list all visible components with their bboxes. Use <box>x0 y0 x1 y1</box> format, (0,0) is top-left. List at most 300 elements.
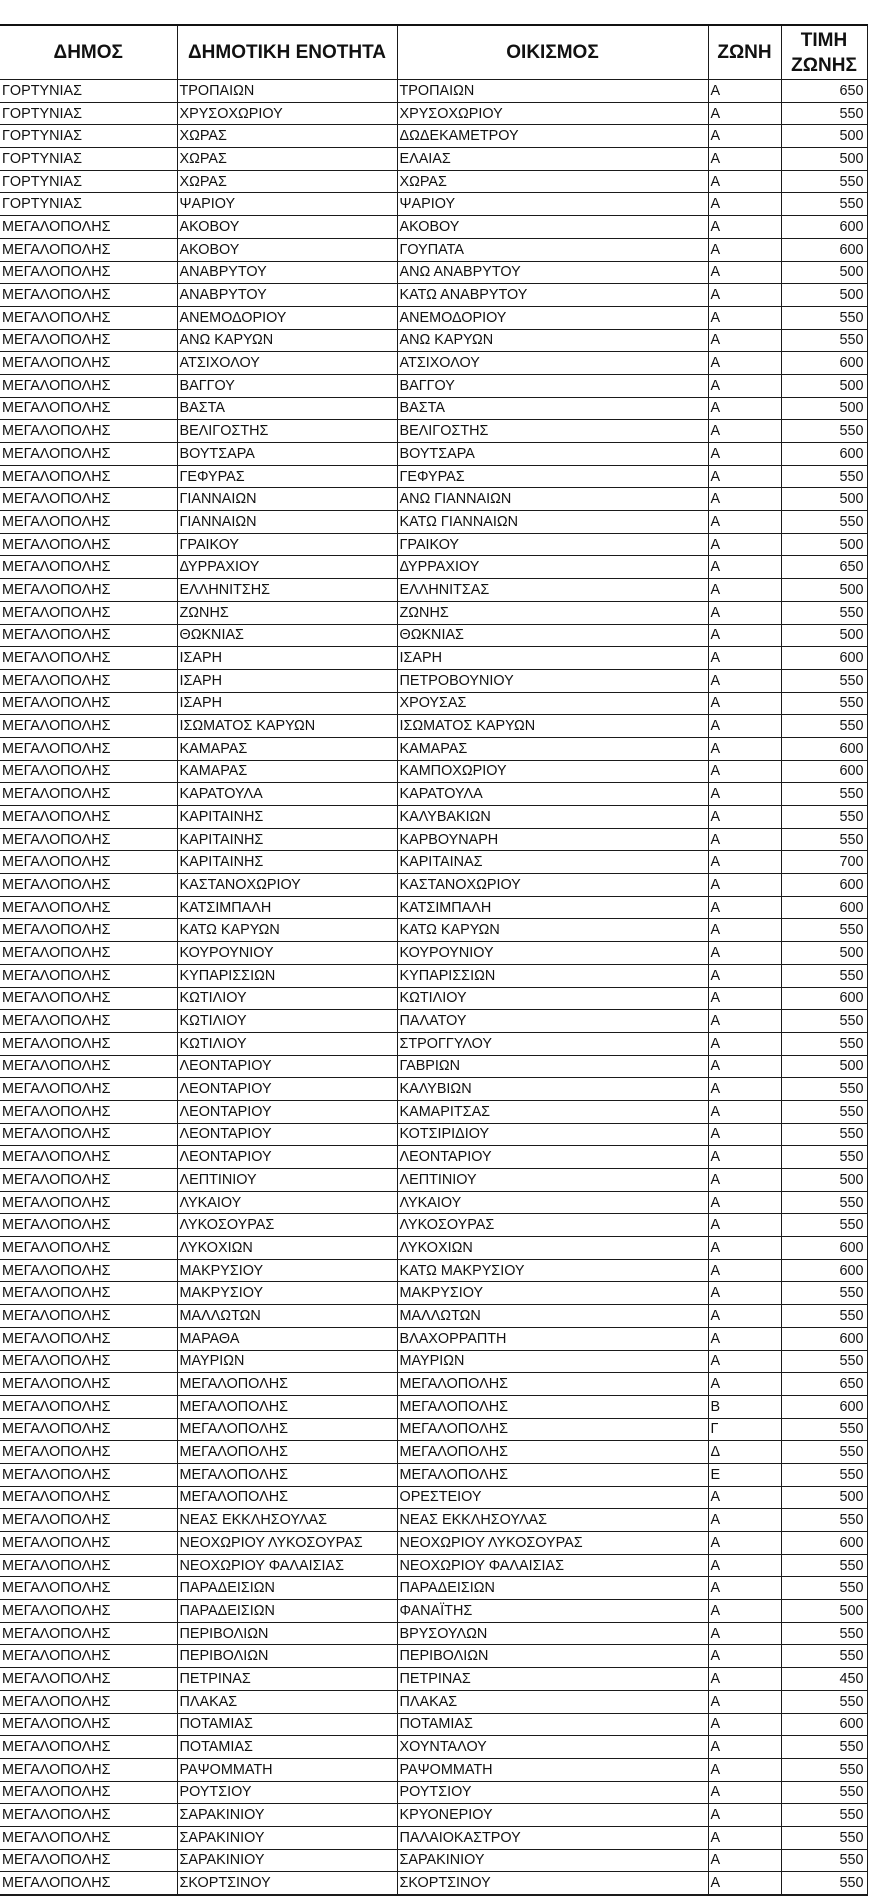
cell-municipal-unit: ΜΕΓΑΛΟΠΟΛΗΣ <box>177 1441 397 1464</box>
cell-zone: Α <box>708 874 781 897</box>
cell-settlement: ΙΣΩΜΑΤΟΣ ΚΑΡΥΩΝ <box>397 715 708 738</box>
cell-settlement: ΝΕΑΣ ΕΚΚΛΗΣΟΥΛΑΣ <box>397 1509 708 1532</box>
cell-municipal-unit: ΒΑΣΤΑ <box>177 397 397 420</box>
cell-municipality: ΜΕΓΑΛΟΠΟΛΗΣ <box>0 397 177 420</box>
cell-zone-price: 550 <box>781 1872 867 1895</box>
cell-settlement: ΔΥΡΡΑΧΙΟΥ <box>397 556 708 579</box>
cell-settlement: ΜΕΓΑΛΟΠΟΛΗΣ <box>397 1373 708 1396</box>
cell-zone-price: 550 <box>781 1781 867 1804</box>
table-row <box>0 601 867 624</box>
cell-municipality: ΜΕΓΑΛΟΠΟΛΗΣ <box>0 987 177 1010</box>
cell-settlement: ΧΩΡΑΣ <box>397 170 708 193</box>
cell-settlement: ΧΡΟΥΣΑΣ <box>397 692 708 715</box>
cell-municipal-unit: ΑΝΩ ΚΑΡΥΩΝ <box>177 329 397 352</box>
cell-zone-price: 550 <box>781 1100 867 1123</box>
cell-municipality: ΜΕΓΑΛΟΠΟΛΗΣ <box>0 465 177 488</box>
cell-settlement: ΠΛΑΚΑΣ <box>397 1690 708 1713</box>
cell-municipal-unit: ΚΑΜΑΡΑΣ <box>177 760 397 783</box>
cell-zone-price: 550 <box>781 102 867 125</box>
cell-zone: Α <box>708 1259 781 1282</box>
cell-zone: Α <box>708 352 781 375</box>
cell-municipality: ΜΕΓΑΛΟΠΟΛΗΣ <box>0 1373 177 1396</box>
cell-settlement: ΚΑΡΑΤΟΥΛΑ <box>397 783 708 806</box>
table-row <box>0 397 867 420</box>
cell-municipal-unit: ΜΑΚΡΥΣΙΟΥ <box>177 1282 397 1305</box>
cell-settlement: ΚΑΛΥΒΑΚΙΩΝ <box>397 806 708 829</box>
cell-zone-price: 550 <box>781 1826 867 1849</box>
cell-municipality: ΜΕΓΑΛΟΠΟΛΗΣ <box>0 556 177 579</box>
table-row <box>0 1826 867 1849</box>
table-row <box>0 1305 867 1328</box>
cell-municipal-unit: ΣΚΟΡΤΣΙΝΟΥ <box>177 1872 397 1895</box>
cell-settlement: ΚΑΣΤΑΝΟΧΩΡΙΟΥ <box>397 874 708 897</box>
cell-zone: Α <box>708 1282 781 1305</box>
cell-municipal-unit: ΜΕΓΑΛΟΠΟΛΗΣ <box>177 1373 397 1396</box>
cell-municipal-unit: ΚΑΣΤΑΝΟΧΩΡΙΟΥ <box>177 874 397 897</box>
cell-zone-price: 600 <box>781 1237 867 1260</box>
cell-municipality: ΜΕΓΑΛΟΠΟΛΗΣ <box>0 352 177 375</box>
cell-zone: Α <box>708 1849 781 1872</box>
cell-zone: Α <box>708 1645 781 1668</box>
cell-municipality: ΜΕΓΑΛΟΠΟΛΗΣ <box>0 511 177 534</box>
cell-settlement: ΤΡΟΠΑΙΩΝ <box>397 80 708 103</box>
cell-zone: Α <box>708 1055 781 1078</box>
table-row <box>0 987 867 1010</box>
table-row <box>0 556 867 579</box>
cell-settlement: ΜΑΛΛΩΤΩΝ <box>397 1305 708 1328</box>
cell-zone-price: 500 <box>781 1486 867 1509</box>
cell-zone: Α <box>708 397 781 420</box>
cell-zone-price: 550 <box>781 193 867 216</box>
table-row <box>0 624 867 647</box>
cell-zone: Α <box>708 533 781 556</box>
table-row <box>0 1123 867 1146</box>
cell-zone-price: 550 <box>781 919 867 942</box>
cell-zone-price: 550 <box>781 1736 867 1759</box>
cell-municipality: ΜΕΓΑΛΟΠΟΛΗΣ <box>0 964 177 987</box>
cell-zone-price: 600 <box>781 1327 867 1350</box>
cell-zone-price: 500 <box>781 148 867 171</box>
cell-zone: Α <box>708 1214 781 1237</box>
cell-settlement: ΧΟΥΝΤΑΛΟΥ <box>397 1736 708 1759</box>
table-row <box>0 1554 867 1577</box>
cell-municipal-unit: ΚΟΥΡΟΥΝΙΟΥ <box>177 942 397 965</box>
cell-zone: Α <box>708 193 781 216</box>
cell-zone-price: 550 <box>781 306 867 329</box>
cell-zone: Α <box>708 647 781 670</box>
table-row <box>0 1146 867 1169</box>
cell-zone: Α <box>708 1713 781 1736</box>
cell-municipality: ΜΕΓΑΛΟΠΟΛΗΣ <box>0 874 177 897</box>
cell-zone-price: 550 <box>781 1214 867 1237</box>
cell-settlement: ΚΑΤΣΙΜΠΑΛΗ <box>397 896 708 919</box>
cell-zone: Α <box>708 1532 781 1555</box>
table-row <box>0 1622 867 1645</box>
cell-municipal-unit: ΓΙΑΝΝΑΙΩΝ <box>177 511 397 534</box>
cell-zone-price: 550 <box>781 1645 867 1668</box>
table-row <box>0 102 867 125</box>
table-row <box>0 420 867 443</box>
cell-municipal-unit: ΣΑΡΑΚΙΝΙΟΥ <box>177 1849 397 1872</box>
cell-settlement: ΚΑΤΩ ΚΑΡΥΩΝ <box>397 919 708 942</box>
cell-zone-price: 550 <box>781 511 867 534</box>
cell-zone: Α <box>708 1373 781 1396</box>
cell-zone: Α <box>708 1305 781 1328</box>
cell-municipal-unit: ΧΡΥΣΟΧΩΡΙΟΥ <box>177 102 397 125</box>
cell-municipal-unit: ΤΡΟΠΑΙΩΝ <box>177 80 397 103</box>
cell-zone: Α <box>708 579 781 602</box>
table-row <box>0 1736 867 1759</box>
cell-zone: Α <box>708 488 781 511</box>
header-municipality: ΔΗΜΟΣ <box>0 25 177 80</box>
cell-settlement: ΝΕΟΧΩΡΙΟΥ ΦΑΛΑΙΣΙΑΣ <box>397 1554 708 1577</box>
cell-zone-price: 550 <box>781 1010 867 1033</box>
cell-municipal-unit: ΛΕΠΤΙΝΙΟΥ <box>177 1169 397 1192</box>
cell-municipal-unit: ΚΑΤΩ ΚΑΡΥΩΝ <box>177 919 397 942</box>
cell-zone-price: 550 <box>781 465 867 488</box>
cell-zone-price: 600 <box>781 1395 867 1418</box>
cell-zone-price: 550 <box>781 1350 867 1373</box>
cell-municipal-unit: ΚΩΤΙΛΙΟΥ <box>177 1032 397 1055</box>
cell-zone: Α <box>708 511 781 534</box>
cell-settlement: ΣΚΟΡΤΣΙΝΟΥ <box>397 1872 708 1895</box>
cell-municipality: ΜΕΓΑΛΟΠΟΛΗΣ <box>0 1123 177 1146</box>
cell-zone: Ε <box>708 1463 781 1486</box>
cell-settlement: ΓΡΑΙΚΟΥ <box>397 533 708 556</box>
cell-municipality: ΜΕΓΑΛΟΠΟΛΗΣ <box>0 1736 177 1759</box>
cell-zone: Α <box>708 80 781 103</box>
table-row <box>0 1577 867 1600</box>
cell-municipality: ΜΕΓΑΛΟΠΟΛΗΣ <box>0 1395 177 1418</box>
cell-municipality: ΜΕΓΑΛΟΠΟΛΗΣ <box>0 329 177 352</box>
cell-municipal-unit: ΜΕΓΑΛΟΠΟΛΗΣ <box>177 1486 397 1509</box>
table-row <box>0 1259 867 1282</box>
cell-settlement: ΛΕΠΤΙΝΙΟΥ <box>397 1169 708 1192</box>
cell-settlement: ΖΩΝΗΣ <box>397 601 708 624</box>
zone-price-table <box>0 24 868 1896</box>
cell-settlement: ΜΑΚΡΥΣΙΟΥ <box>397 1282 708 1305</box>
cell-municipality: ΜΕΓΑΛΟΠΟΛΗΣ <box>0 1010 177 1033</box>
table-row <box>0 125 867 148</box>
cell-settlement: ΑΤΣΙΧΟΛΟΥ <box>397 352 708 375</box>
cell-zone-price: 600 <box>781 1532 867 1555</box>
cell-zone: Α <box>708 148 781 171</box>
table-row <box>0 1418 867 1441</box>
table-row <box>0 1327 867 1350</box>
cell-settlement: ΒΡΥΣΟΥΛΩΝ <box>397 1622 708 1645</box>
table-row <box>0 715 867 738</box>
table-row <box>0 238 867 261</box>
cell-zone-price: 550 <box>781 1577 867 1600</box>
cell-municipal-unit: ΖΩΝΗΣ <box>177 601 397 624</box>
cell-zone-price: 650 <box>781 556 867 579</box>
cell-municipality: ΜΕΓΑΛΟΠΟΛΗΣ <box>0 1713 177 1736</box>
cell-zone-price: 550 <box>781 1804 867 1827</box>
cell-municipality: ΜΕΓΑΛΟΠΟΛΗΣ <box>0 443 177 466</box>
table-row <box>0 1532 867 1555</box>
cell-municipal-unit: ΡΟΥΤΣΙΟΥ <box>177 1781 397 1804</box>
cell-zone-price: 550 <box>781 1418 867 1441</box>
cell-zone: Α <box>708 1237 781 1260</box>
table-row <box>0 737 867 760</box>
cell-municipal-unit: ΚΑΡΙΤΑΙΝΗΣ <box>177 806 397 829</box>
cell-zone: Α <box>708 692 781 715</box>
cell-municipality: ΜΕΓΑΛΟΠΟΛΗΣ <box>0 1463 177 1486</box>
cell-municipality: ΜΕΓΑΛΟΠΟΛΗΣ <box>0 851 177 874</box>
cell-zone: Α <box>708 1758 781 1781</box>
cell-zone: Α <box>708 1872 781 1895</box>
cell-municipal-unit: ΠΕΡΙΒΟΛΙΩΝ <box>177 1645 397 1668</box>
cell-zone-price: 500 <box>781 1055 867 1078</box>
cell-municipal-unit: ΝΕΑΣ ΕΚΚΛΗΣΟΥΛΑΣ <box>177 1509 397 1532</box>
cell-zone-price: 550 <box>781 601 867 624</box>
cell-zone-price: 650 <box>781 80 867 103</box>
cell-settlement: ΒΕΛΙΓΟΣΤΗΣ <box>397 420 708 443</box>
table-row <box>0 1055 867 1078</box>
cell-municipality: ΜΕΓΑΛΟΠΟΛΗΣ <box>0 1645 177 1668</box>
table-row <box>0 1645 867 1668</box>
cell-municipality: ΜΕΓΑΛΟΠΟΛΗΣ <box>0 1758 177 1781</box>
table-row <box>0 1373 867 1396</box>
cell-zone-price: 550 <box>781 1554 867 1577</box>
cell-settlement: ΒΟΥΤΣΑΡΑ <box>397 443 708 466</box>
table-row <box>0 533 867 556</box>
cell-zone-price: 550 <box>781 1078 867 1101</box>
cell-municipality: ΜΕΓΑΛΟΠΟΛΗΣ <box>0 737 177 760</box>
cell-municipality: ΜΕΓΑΛΟΠΟΛΗΣ <box>0 1441 177 1464</box>
cell-settlement: ΚΑΤΩ ΓΙΑΝΝΑΙΩΝ <box>397 511 708 534</box>
cell-municipal-unit: ΔΥΡΡΑΧΙΟΥ <box>177 556 397 579</box>
cell-municipality: ΜΕΓΑΛΟΠΟΛΗΣ <box>0 306 177 329</box>
cell-zone-price: 600 <box>781 443 867 466</box>
cell-zone-price: 600 <box>781 760 867 783</box>
cell-settlement: ΝΕΟΧΩΡΙΟΥ ΛΥΚΟΣΟΥΡΑΣ <box>397 1532 708 1555</box>
cell-zone-price: 550 <box>781 1690 867 1713</box>
cell-zone-price: 500 <box>781 1600 867 1623</box>
cell-municipal-unit: ΝΕΟΧΩΡΙΟΥ ΛΥΚΟΣΟΥΡΑΣ <box>177 1532 397 1555</box>
table-row <box>0 1191 867 1214</box>
cell-zone: Α <box>708 1668 781 1691</box>
cell-zone-price: 500 <box>781 261 867 284</box>
cell-settlement: ΠΑΡΑΔΕΙΣΙΩΝ <box>397 1577 708 1600</box>
cell-zone-price: 550 <box>781 420 867 443</box>
cell-zone: Α <box>708 329 781 352</box>
cell-zone-price: 550 <box>781 715 867 738</box>
cell-zone: Α <box>708 1100 781 1123</box>
cell-municipal-unit: ΧΩΡΑΣ <box>177 125 397 148</box>
cell-settlement: ΑΝΩ ΓΙΑΝΝΑΙΩΝ <box>397 488 708 511</box>
cell-municipal-unit: ΚΩΤΙΛΙΟΥ <box>177 987 397 1010</box>
cell-zone-price: 600 <box>781 352 867 375</box>
cell-settlement: ΓΑΒΡΙΩΝ <box>397 1055 708 1078</box>
table-header-row <box>0 25 867 80</box>
table-row <box>0 1169 867 1192</box>
cell-settlement: ΨΑΡΙΟΥ <box>397 193 708 216</box>
cell-municipality: ΜΕΓΑΛΟΠΟΛΗΣ <box>0 579 177 602</box>
cell-municipal-unit: ΠΟΤΑΜΙΑΣ <box>177 1736 397 1759</box>
cell-zone: Α <box>708 1146 781 1169</box>
cell-zone-price: 550 <box>781 1758 867 1781</box>
cell-settlement: ΙΣΑΡΗ <box>397 647 708 670</box>
cell-zone: Α <box>708 443 781 466</box>
cell-zone: Α <box>708 170 781 193</box>
cell-zone-price: 550 <box>781 1509 867 1532</box>
cell-municipality: ΜΕΓΑΛΟΠΟΛΗΣ <box>0 533 177 556</box>
cell-settlement: ΚΑΡΙΤΑΙΝΑΣ <box>397 851 708 874</box>
cell-municipal-unit: ΙΣΑΡΗ <box>177 692 397 715</box>
cell-municipality: ΜΕΓΑΛΟΠΟΛΗΣ <box>0 1237 177 1260</box>
cell-municipal-unit: ΛΕΟΝΤΑΡΙΟΥ <box>177 1100 397 1123</box>
cell-municipal-unit: ΠΕΡΙΒΟΛΙΩΝ <box>177 1622 397 1645</box>
table-row <box>0 352 867 375</box>
cell-settlement: ΡΑΨΟΜΜΑΤΗ <box>397 1758 708 1781</box>
table-row <box>0 1282 867 1305</box>
cell-settlement: ΔΩΔΕΚΑΜΕΤΡΟΥ <box>397 125 708 148</box>
cell-zone: Α <box>708 1327 781 1350</box>
cell-settlement: ΚΑΛΥΒΙΩΝ <box>397 1078 708 1101</box>
table-row <box>0 306 867 329</box>
cell-zone: Α <box>708 737 781 760</box>
cell-zone: Α <box>708 1032 781 1055</box>
table-row <box>0 1849 867 1872</box>
cell-municipal-unit: ΠΑΡΑΔΕΙΣΙΩΝ <box>177 1577 397 1600</box>
cell-zone-price: 600 <box>781 216 867 239</box>
cell-municipality: ΜΕΓΑΛΟΠΟΛΗΣ <box>0 1622 177 1645</box>
cell-zone: Α <box>708 760 781 783</box>
cell-zone: Α <box>708 1123 781 1146</box>
table-row <box>0 828 867 851</box>
cell-zone-price: 600 <box>781 1259 867 1282</box>
cell-settlement: ΠΕΡΙΒΟΛΙΩΝ <box>397 1645 708 1668</box>
cell-zone-price: 550 <box>781 1463 867 1486</box>
cell-municipal-unit: ΑΚΟΒΟΥ <box>177 216 397 239</box>
cell-municipal-unit: ΜΑΛΛΩΤΩΝ <box>177 1305 397 1328</box>
cell-municipal-unit: ΘΩΚΝΙΑΣ <box>177 624 397 647</box>
table-row <box>0 1872 867 1895</box>
table-row <box>0 760 867 783</box>
cell-municipality: ΜΕΓΑΛΟΠΟΛΗΣ <box>0 1078 177 1101</box>
cell-municipality: ΜΕΓΑΛΟΠΟΛΗΣ <box>0 806 177 829</box>
cell-municipality: ΜΕΓΑΛΟΠΟΛΗΣ <box>0 1259 177 1282</box>
cell-municipal-unit: ΑΝΑΒΡΥΤΟΥ <box>177 261 397 284</box>
cell-settlement: ΠΟΤΑΜΙΑΣ <box>397 1713 708 1736</box>
cell-municipal-unit: ΚΑΡΙΤΑΙΝΗΣ <box>177 851 397 874</box>
cell-zone-price: 500 <box>781 374 867 397</box>
table-row <box>0 783 867 806</box>
cell-zone: Α <box>708 783 781 806</box>
cell-municipal-unit: ΠΟΤΑΜΙΑΣ <box>177 1713 397 1736</box>
cell-municipality: ΓΟΡΤΥΝΙΑΣ <box>0 170 177 193</box>
cell-municipality: ΜΕΓΑΛΟΠΟΛΗΣ <box>0 1327 177 1350</box>
cell-municipal-unit: ΛΕΟΝΤΑΡΙΟΥ <box>177 1078 397 1101</box>
table-row <box>0 647 867 670</box>
cell-municipal-unit: ΛΥΚΟΧΙΩΝ <box>177 1237 397 1260</box>
table-row <box>0 874 867 897</box>
cell-zone: Α <box>708 306 781 329</box>
cell-zone-price: 550 <box>781 783 867 806</box>
table-row <box>0 1668 867 1691</box>
cell-municipality: ΜΕΓΑΛΟΠΟΛΗΣ <box>0 1214 177 1237</box>
cell-municipal-unit: ΣΑΡΑΚΙΝΙΟΥ <box>177 1804 397 1827</box>
cell-settlement: ΣΤΡΟΓΓΥΛΟΥ <box>397 1032 708 1055</box>
table-row <box>0 216 867 239</box>
cell-municipality: ΜΕΓΑΛΟΠΟΛΗΣ <box>0 1668 177 1691</box>
cell-municipality: ΜΕΓΑΛΟΠΟΛΗΣ <box>0 715 177 738</box>
cell-zone: Β <box>708 1395 781 1418</box>
table-row <box>0 1509 867 1532</box>
cell-settlement: ΛΥΚΑΙΟΥ <box>397 1191 708 1214</box>
cell-municipality: ΜΕΓΑΛΟΠΟΛΗΣ <box>0 760 177 783</box>
cell-settlement: ΕΛΑΙΑΣ <box>397 148 708 171</box>
cell-zone: Α <box>708 284 781 307</box>
cell-municipality: ΜΕΓΑΛΟΠΟΛΗΣ <box>0 1418 177 1441</box>
cell-zone-price: 500 <box>781 942 867 965</box>
cell-municipality: ΜΕΓΑΛΟΠΟΛΗΣ <box>0 1826 177 1849</box>
cell-municipality: ΜΕΓΑΛΟΠΟΛΗΣ <box>0 1055 177 1078</box>
cell-zone-price: 550 <box>781 828 867 851</box>
table-row <box>0 964 867 987</box>
cell-settlement: ΕΛΛΗΝΙΤΣΑΣ <box>397 579 708 602</box>
cell-municipality: ΜΕΓΑΛΟΠΟΛΗΣ <box>0 1600 177 1623</box>
cell-municipal-unit: ΜΑΚΡΥΣΙΟΥ <box>177 1259 397 1282</box>
cell-municipal-unit: ΓΕΦΥΡΑΣ <box>177 465 397 488</box>
cell-zone-price: 550 <box>781 964 867 987</box>
cell-municipality: ΜΕΓΑΛΟΠΟΛΗΣ <box>0 420 177 443</box>
cell-municipality: ΜΕΓΑΛΟΠΟΛΗΣ <box>0 669 177 692</box>
cell-settlement: ΜΕΓΑΛΟΠΟΛΗΣ <box>397 1418 708 1441</box>
cell-municipal-unit: ΚΩΤΙΛΙΟΥ <box>177 1010 397 1033</box>
cell-municipality: ΜΕΓΑΛΟΠΟΛΗΣ <box>0 1577 177 1600</box>
cell-municipality: ΜΕΓΑΛΟΠΟΛΗΣ <box>0 1509 177 1532</box>
cell-municipality: ΜΕΓΑΛΟΠΟΛΗΣ <box>0 1532 177 1555</box>
cell-settlement: ΜΑΥΡΙΩΝ <box>397 1350 708 1373</box>
cell-zone: Α <box>708 1010 781 1033</box>
cell-zone-price: 550 <box>781 1622 867 1645</box>
table-row <box>0 170 867 193</box>
cell-municipal-unit: ΡΑΨΟΜΜΑΤΗ <box>177 1758 397 1781</box>
table-row <box>0 1100 867 1123</box>
cell-municipality: ΜΕΓΑΛΟΠΟΛΗΣ <box>0 374 177 397</box>
cell-municipality: ΓΟΡΤΥΝΙΑΣ <box>0 102 177 125</box>
cell-zone: Γ <box>708 1418 781 1441</box>
cell-zone-price: 550 <box>781 1123 867 1146</box>
table-row <box>0 374 867 397</box>
cell-settlement: ΑΝΕΜΟΔΟΡΙΟΥ <box>397 306 708 329</box>
cell-settlement: ΠΑΛΑΤΟΥ <box>397 1010 708 1033</box>
header-zone: ΖΩΝΗ <box>708 25 781 80</box>
cell-settlement: ΑΝΩ ΑΝΑΒΡΥΤΟΥ <box>397 261 708 284</box>
cell-zone: Α <box>708 1078 781 1101</box>
cell-settlement: ΒΑΓΓΟΥ <box>397 374 708 397</box>
cell-municipality: ΜΕΓΑΛΟΠΟΛΗΣ <box>0 1554 177 1577</box>
cell-municipal-unit: ΛΕΟΝΤΑΡΙΟΥ <box>177 1055 397 1078</box>
cell-zone-price: 500 <box>781 533 867 556</box>
table-row <box>0 1804 867 1827</box>
table-row <box>0 193 867 216</box>
cell-municipal-unit: ΜΕΓΑΛΟΠΟΛΗΣ <box>177 1395 397 1418</box>
cell-zone-price: 550 <box>781 1441 867 1464</box>
cell-municipal-unit: ΒΕΛΙΓΟΣΤΗΣ <box>177 420 397 443</box>
cell-zone: Α <box>708 669 781 692</box>
table-row <box>0 1010 867 1033</box>
cell-settlement: ΛΥΚΟΧΙΩΝ <box>397 1237 708 1260</box>
cell-municipality: ΜΕΓΑΛΟΠΟΛΗΣ <box>0 216 177 239</box>
cell-municipal-unit: ΠΑΡΑΔΕΙΣΙΩΝ <box>177 1600 397 1623</box>
cell-zone-price: 600 <box>781 647 867 670</box>
cell-zone: Α <box>708 238 781 261</box>
table-row <box>0 443 867 466</box>
table-row <box>0 806 867 829</box>
